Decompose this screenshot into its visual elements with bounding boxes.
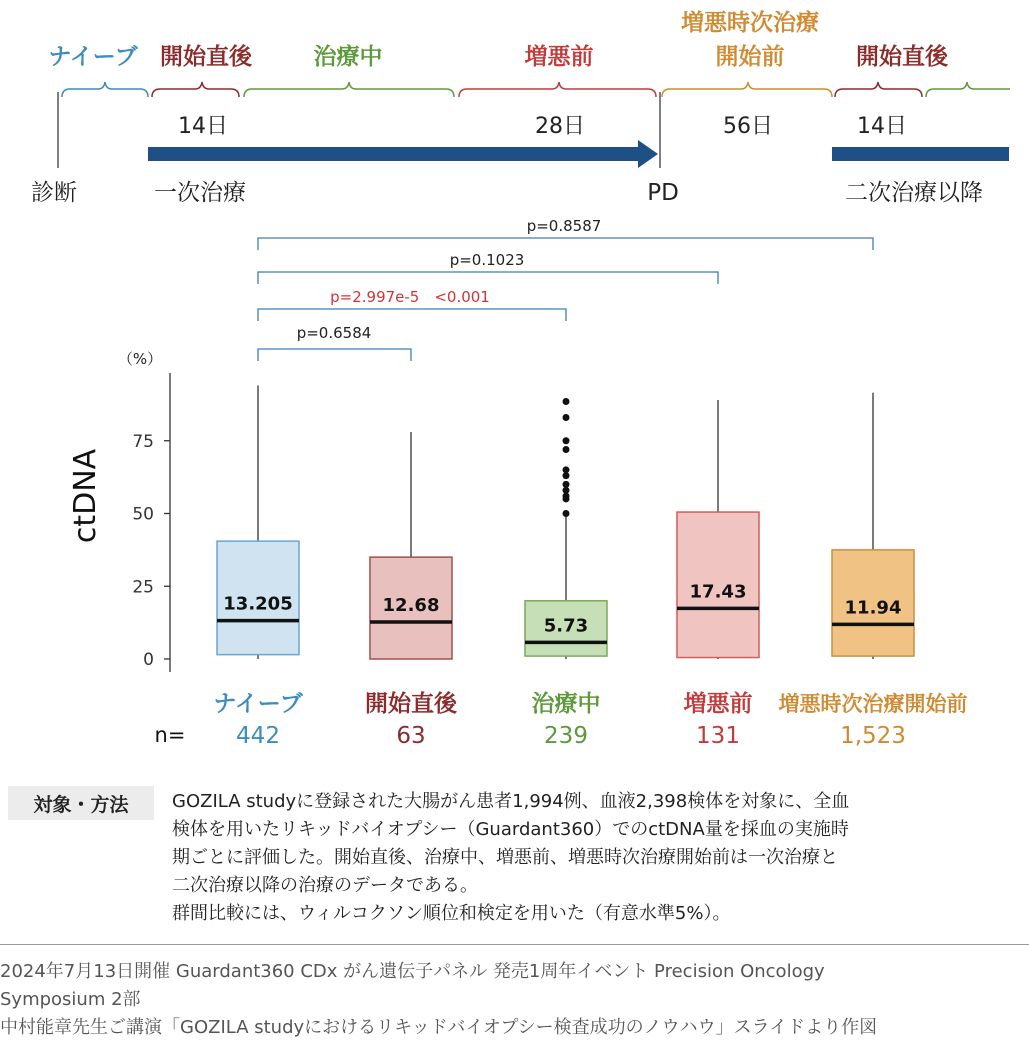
duration-14d: 14日 [178, 114, 228, 139]
duration-14d-second: 14日 [857, 114, 907, 139]
phase-second-after-start-label: 開始直後 [856, 44, 948, 70]
y-tick-label: 75 [132, 431, 154, 452]
y-axis-title: ctDNA [68, 448, 103, 544]
category-label: 治療中 [531, 691, 601, 717]
outlier-point [563, 495, 570, 502]
source-note [0, 958, 1025, 1042]
brace-second-before [662, 82, 832, 97]
phase-during-label: 治療中 [313, 44, 383, 70]
brace-after-start [152, 82, 239, 97]
brace-during [244, 82, 454, 97]
source-line: 2024年7月13日開催 Guardant360 CDx がん遺伝子パネル 発売1周年イベント Precision Oncology [0, 961, 825, 982]
y-tick-label: 50 [132, 504, 154, 525]
median-value-label: 5.73 [543, 615, 589, 637]
divider [0, 944, 1029, 945]
second-line-label: 二次治療以降 [845, 180, 983, 206]
methods-line: 群間比較には、ウィルコクソン順位和検定を用いた（有意水準5%）。 [172, 903, 731, 924]
methods-line: GOZILA studyに登録された大腸がん患者1,994例、血液2,398検体を対象に、全血 [172, 791, 850, 812]
n-count-label: 442 [236, 723, 280, 749]
n-count-label: 131 [696, 723, 740, 749]
bracket-naive-vs-second-before [258, 238, 873, 250]
bracket-naive-vs-during [258, 309, 566, 321]
phase-braces [62, 82, 1010, 97]
phase-second-before-label-line1: 増悪時次治療 [681, 10, 819, 36]
methods-line: 検体を用いたリキッドバイオプシー（Guardant360）でのctDNA量を採血の実施時 [172, 819, 849, 840]
outlier-point [563, 472, 570, 479]
phase-naive-label: ナイーブ [48, 44, 138, 70]
box-group [677, 400, 759, 659]
brace-second-during [926, 82, 1010, 97]
second-line-bar [832, 147, 1009, 161]
p-value-naive-vs-during: p=2.997e-5 <0.001 [330, 288, 490, 306]
category-label: 増悪時次治療開始前 [778, 692, 968, 716]
y-tick-label: 0 [143, 650, 154, 670]
bracket-naive-vs-after-start [258, 349, 411, 361]
n-count-label: 1,523 [840, 723, 906, 749]
outlier-point [563, 510, 570, 517]
first-line-label: 一次治療 [154, 180, 246, 206]
duration-56d: 56日 [723, 114, 773, 139]
duration-28d: 28日 [535, 114, 585, 139]
methods-text [172, 788, 1012, 928]
category-label: 増悪前 [683, 691, 753, 717]
first-line-arrow-shaft [148, 147, 640, 161]
category-labels [213, 690, 967, 749]
diagnosis-label: 診断 [31, 180, 77, 206]
box-group [370, 432, 452, 659]
n-count-label: 239 [544, 723, 588, 749]
y-unit-label: （%） [117, 350, 163, 368]
bracket-naive-vs-before-worse [258, 272, 718, 284]
p-value-naive-vs-after-start: p=0.6584 [296, 324, 372, 342]
brace-second-after-start [835, 82, 922, 97]
brace-before-worse [459, 82, 656, 97]
box-group [832, 393, 914, 659]
phase-second-before-label-line2: 開始前 [715, 44, 785, 70]
outlier-point [563, 398, 570, 405]
median-value-label: 17.43 [689, 581, 747, 603]
first-line-arrow-head [638, 140, 658, 168]
brace-naive [62, 82, 148, 97]
y-tick-label: 25 [132, 577, 154, 598]
median-value-label: 11.94 [844, 597, 902, 619]
p-value-naive-vs-before-worse: p=0.1023 [449, 251, 525, 269]
category-label: 開始直後 [365, 691, 457, 717]
methods-line: 二次治療以降の治療のデータである。 [172, 875, 478, 896]
source-line: Symposium 2部 [0, 989, 141, 1010]
phase-after-start-label: 開始直後 [160, 44, 252, 70]
outlier-point [563, 446, 570, 453]
p-value-naive-vs-second-before: p=0.8587 [526, 217, 602, 235]
source-line: 中村能章先生ご講演「GOZILA studyにおけるリキッドバイオプシー検査成功のノウハウ」スライドより作図 [0, 1017, 878, 1038]
outlier-point [563, 437, 570, 444]
median-value-label: 13.205 [223, 593, 293, 615]
phase-before-worse-label: 増悪前 [524, 44, 594, 70]
box-group [217, 385, 299, 659]
timeline [31, 9, 1010, 206]
pd-label: PD [647, 180, 679, 206]
y-ticks [132, 432, 170, 670]
methods-line: 期ごとに評価した。開始直後、治療中、増悪前、増悪時次治療開始前は一次治療と [172, 847, 838, 868]
box-plots [217, 385, 914, 659]
n-prefix-label: n= [154, 723, 186, 747]
outlier-point [563, 414, 570, 421]
median-value-label: 12.68 [382, 595, 440, 617]
category-label: ナイーブ [213, 691, 303, 717]
box-group [525, 398, 607, 659]
methods-label: 対象・方法 [8, 786, 154, 820]
n-count-label: 63 [396, 723, 426, 749]
